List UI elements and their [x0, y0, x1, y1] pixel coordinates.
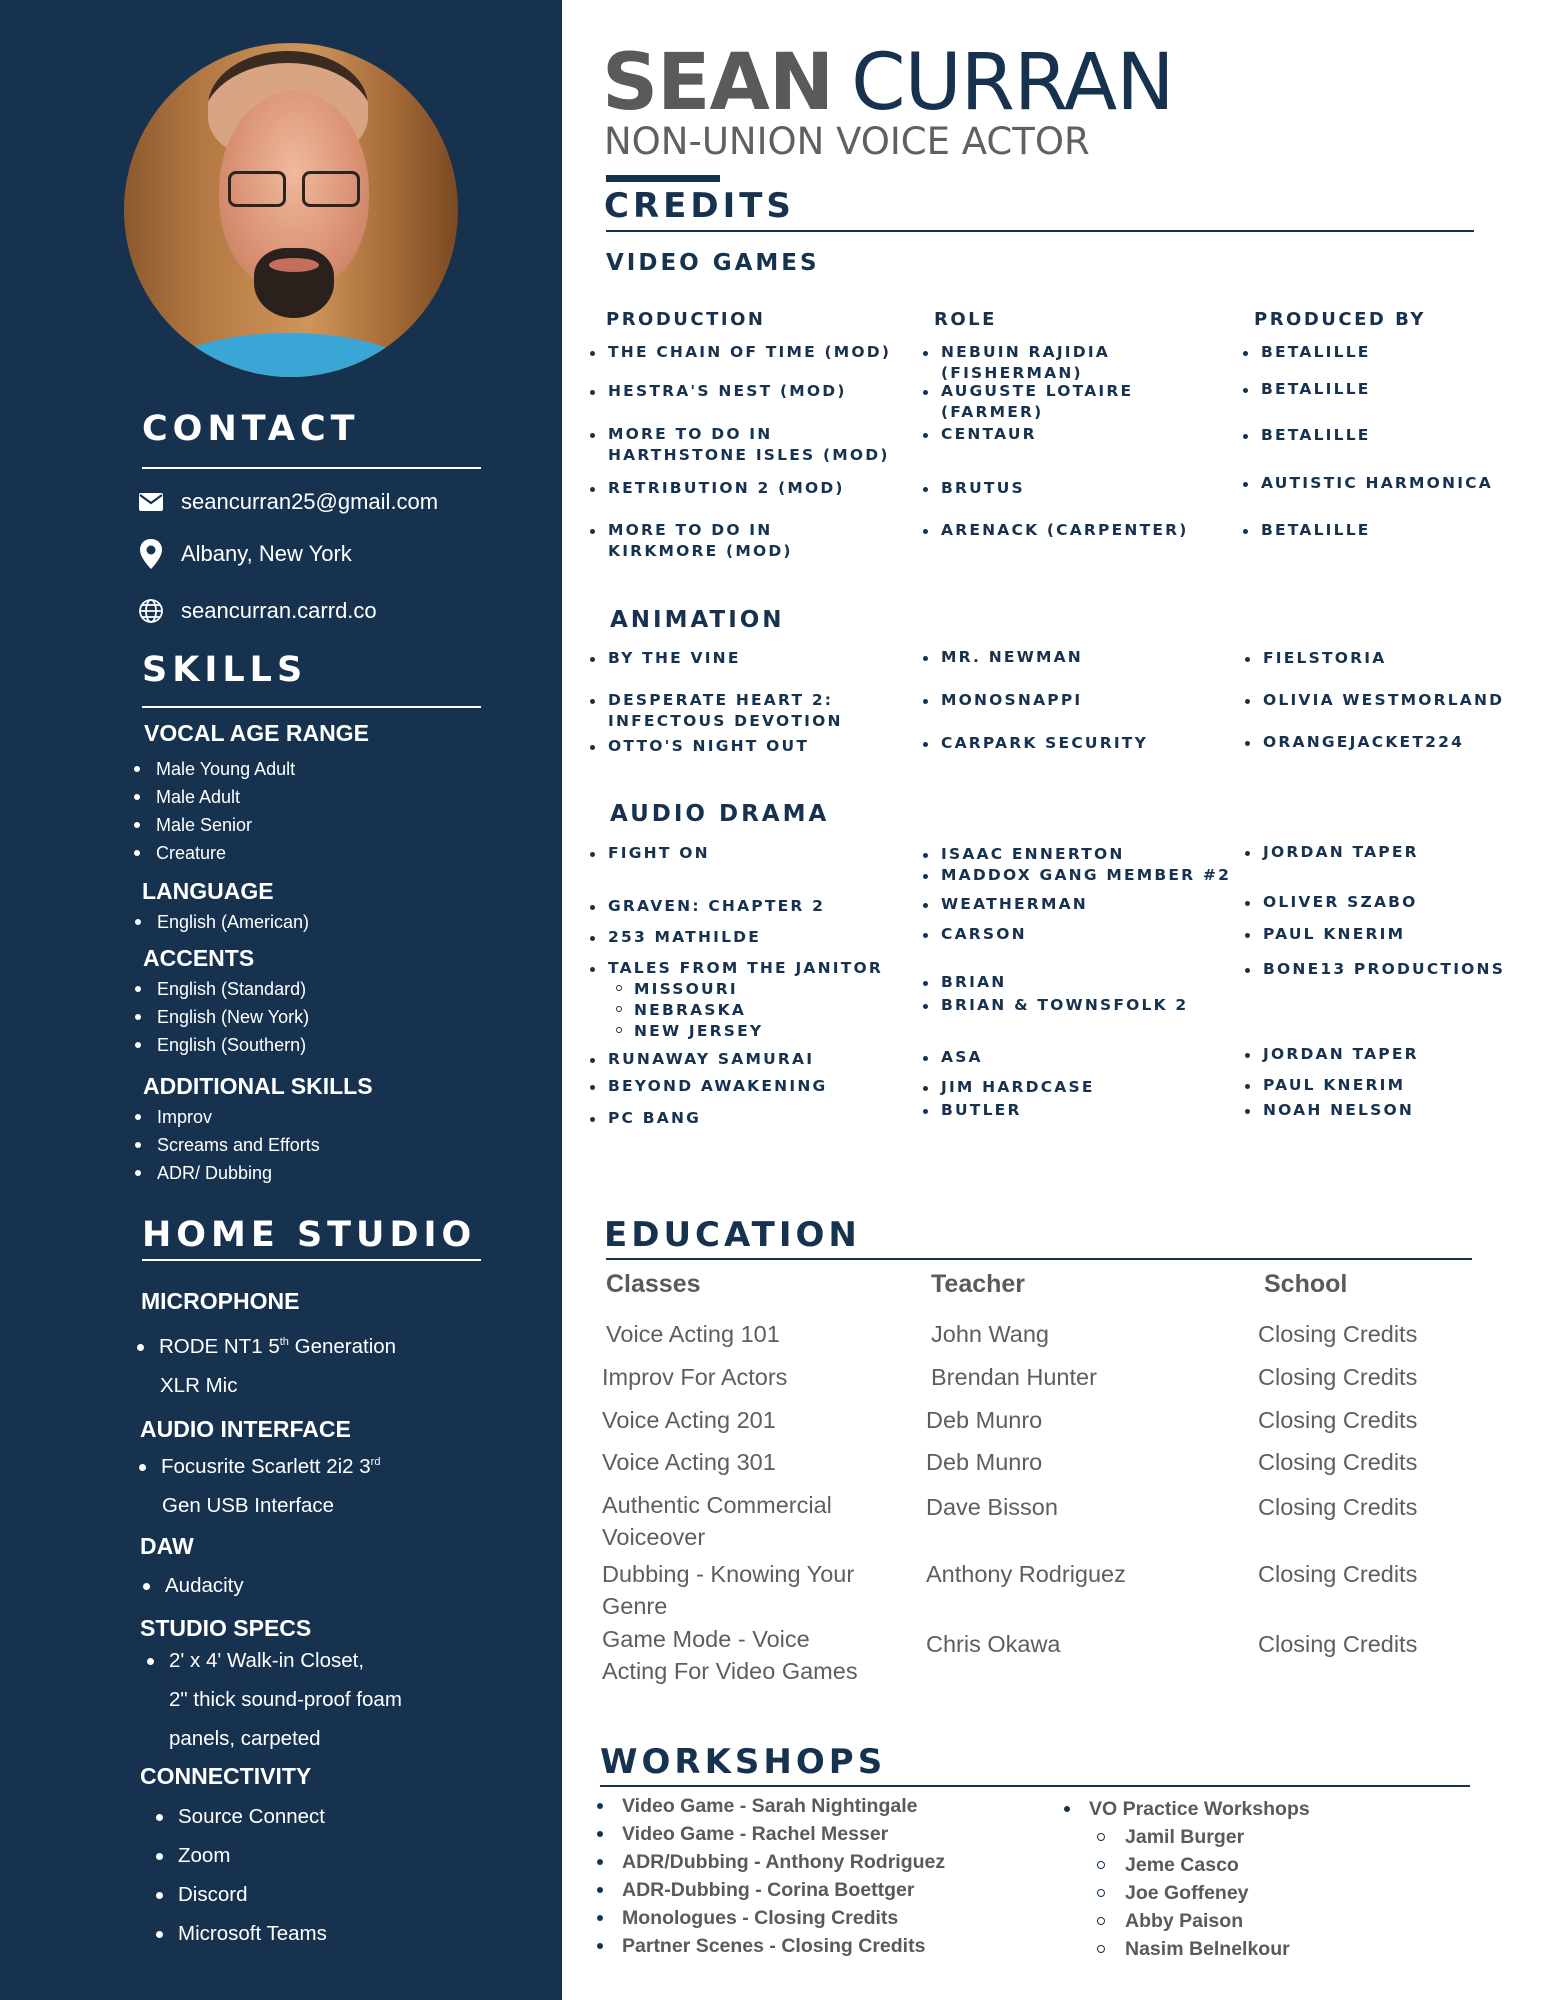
audio-interface-line2: Gen USB Interface [162, 1494, 335, 1517]
vg-production: HESTRA'S NEST (MOD) [590, 381, 900, 402]
workshops-heading: WORKSHOPS [600, 1742, 887, 1782]
microphone-title: MICROPHONE [141, 1288, 300, 1314]
ad-role: JIM HARDCASE [923, 1077, 1233, 1098]
photo-shirt [164, 333, 414, 377]
studio-specs-line3: panels, carpeted [169, 1727, 321, 1750]
list-item: Zoom [152, 1836, 327, 1875]
vg-role: AUGUSTE LOTAIRE (FARMER) [923, 381, 1233, 423]
ad-producer: BONE13 PRODUCTIONS [1245, 959, 1525, 980]
vg-production: RETRIBUTION 2 (MOD) [590, 478, 900, 499]
list-item: Video Game - Sarah Nightingale [594, 1792, 945, 1820]
audio-interface-sup: rd [370, 1456, 381, 1469]
column-header-role: ROLE [934, 309, 997, 330]
edu-school: Closing Credits [1258, 1494, 1418, 1520]
anim-role: MR. NEWMAN [923, 647, 1233, 668]
contact-divider [142, 467, 481, 469]
anim-role: CARPARK SECURITY [923, 733, 1233, 754]
microphone-list [133, 1327, 396, 1366]
list-item: Audacity [139, 1566, 244, 1605]
contact-email[interactable] [137, 488, 438, 516]
list-item: Partner Scenes - Closing Credits [594, 1932, 945, 1960]
list-item: English (Southern) [131, 1031, 309, 1059]
workshops-list-right [1061, 1795, 1310, 1963]
edu-teacher: Brendan Hunter [931, 1364, 1097, 1390]
microphone-sup: th [279, 1336, 289, 1349]
vocal-age-range-title: VOCAL AGE RANGE [144, 720, 369, 746]
microphone-text-end: Generation [288, 1335, 397, 1358]
email-text[interactable]: seancurran25@gmail.com [181, 489, 439, 514]
edu-school: Closing Credits [1258, 1407, 1418, 1433]
accents-list [131, 975, 309, 1059]
vg-role: ARENACK (CARPENTER) [923, 520, 1233, 541]
list-item: ADR/ Dubbing [131, 1159, 320, 1187]
audio-interface-text: Focusrite Scarlett 2i2 3 [161, 1455, 371, 1478]
ad-producer: JORDAN TAPER [1245, 1044, 1515, 1065]
ad-producer: PAUL KNERIM [1245, 1075, 1515, 1096]
vg-production: THE CHAIN OF TIME (MOD) [590, 342, 900, 363]
list-item: ADR/Dubbing - Anthony Rodriguez [594, 1848, 945, 1876]
list-item: Jamil Burger [1061, 1823, 1310, 1851]
ad-producer: PAUL KNERIM [1245, 924, 1515, 945]
vg-role: BRUTUS [923, 478, 1233, 499]
edu-teacher: Dave Bisson [926, 1494, 1058, 1520]
ad-production: FIGHT ON [590, 843, 900, 864]
edu-class: Voice Acting 301 [602, 1449, 776, 1475]
vocal-age-range-list [130, 755, 295, 867]
workshops-list-left [594, 1792, 945, 1960]
edu-class: Voice Acting 101 [606, 1321, 780, 1347]
anim-producer: OLIVIA WESTMORLAND [1245, 690, 1515, 711]
photo-glasses [228, 171, 360, 205]
column-header-classes: Classes [606, 1270, 701, 1298]
connectivity-list [152, 1797, 327, 1953]
list-item: Source Connect [152, 1797, 327, 1836]
credits-heading: CREDITS [604, 186, 795, 226]
list-item [135, 1447, 380, 1486]
vg-producer: BETALILLE [1243, 379, 1513, 400]
education-heading: EDUCATION [604, 1215, 861, 1255]
list-item [133, 1327, 396, 1366]
vg-producer: BETALILLE [1243, 342, 1513, 363]
vg-producer: BETALILLE [1243, 520, 1513, 541]
vg-producer: BETALILLE [1243, 425, 1513, 446]
list-item: Monologues - Closing Credits [594, 1904, 945, 1932]
list-item: Male Young Adult [130, 755, 295, 783]
language-list [131, 908, 309, 936]
skills-divider [142, 706, 481, 708]
vg-production: MORE TO DO IN KIRKMORE (MOD) [590, 520, 890, 562]
title-accent-bar [606, 175, 720, 182]
ad-producer: JORDAN TAPER [1245, 842, 1515, 863]
edu-school: Closing Credits [1258, 1321, 1418, 1347]
profile-photo [124, 43, 458, 377]
column-header-school: School [1264, 1270, 1348, 1298]
edu-teacher: Anthony Rodriguez [926, 1561, 1126, 1587]
edu-teacher: John Wang [931, 1321, 1050, 1347]
edu-class: Voice Acting 201 [602, 1407, 776, 1433]
anim-production: DESPERATE HEART 2: INFECTOUS DEVOTION [590, 690, 850, 732]
vg-production: MORE TO DO IN HARTHSTONE ISLES (MOD) [590, 424, 890, 466]
skills-heading: SKILLS [142, 650, 308, 690]
list-item: ADR-Dubbing - Corina Boettger [594, 1876, 945, 1904]
additional-skills-list [131, 1103, 320, 1187]
vg-role: NEBUIN RAJIDIA (FISHERMAN) [923, 342, 1253, 384]
home-studio-divider [142, 1259, 481, 1261]
ad-production: 253 MATHILDE [590, 927, 900, 948]
home-studio-heading: HOME STUDIO [142, 1215, 477, 1255]
anim-production: BY THE VINE [590, 648, 900, 669]
ad-sub-item: MISSOURI [608, 979, 900, 1000]
microphone-text: RODE NT1 5 [159, 1335, 280, 1358]
education-divider [606, 1258, 1472, 1260]
contact-heading: CONTACT [142, 409, 360, 449]
list-item: English (New York) [131, 1003, 309, 1031]
ad-role: CARSON [923, 924, 1233, 945]
anim-producer: FIELSTORIA [1245, 648, 1515, 669]
anim-role: MONOSNAPPI [923, 690, 1233, 711]
edu-school: Closing Credits [1258, 1631, 1418, 1657]
edu-teacher: Deb Munro [926, 1407, 1043, 1433]
column-header-teacher: Teacher [931, 1270, 1026, 1298]
main-content [562, 0, 1545, 2000]
list-item: Abby Paison [1061, 1907, 1310, 1935]
edu-class: Dubbing - Knowing Your Genre [602, 1561, 855, 1619]
list-item: Microsoft Teams [152, 1914, 327, 1953]
contact-website[interactable] [137, 597, 377, 625]
ad-production: BEYOND AWAKENING [590, 1076, 900, 1097]
globe-icon [137, 597, 165, 625]
ad-sub-item: NEBRASKA [608, 1000, 900, 1021]
list-item: Nasim Belnelkour [1061, 1935, 1310, 1963]
list-item: Screams and Efforts [131, 1131, 320, 1159]
ad-producer: NOAH NELSON [1245, 1100, 1515, 1121]
edu-school: Closing Credits [1258, 1561, 1418, 1587]
last-name: CURRAN [851, 38, 1174, 128]
ad-producer: OLIVER SZABO [1245, 892, 1515, 913]
list-item: Discord [152, 1875, 327, 1914]
studio-specs-line2: 2" thick sound-proof foam [169, 1688, 402, 1711]
website-text[interactable]: seancurran.carrd.co [181, 598, 377, 623]
daw-title: DAW [140, 1533, 194, 1559]
anim-producer: ORANGEJACKET224 [1245, 732, 1515, 753]
edu-teacher: Deb Munro [926, 1449, 1043, 1475]
ad-production: PC BANG [590, 1108, 900, 1129]
ad-role: WEATHERMAN [923, 894, 1233, 915]
list-item: English (American) [131, 908, 309, 936]
location-pin-icon [137, 540, 165, 568]
ad-sub-item: NEW JERSEY [608, 1021, 900, 1042]
list-item: Improv [131, 1103, 320, 1131]
ad-role: MADDOX GANG MEMBER #2 [923, 865, 1243, 886]
ad-role: ISAAC ENNERTON [923, 844, 1233, 865]
list-item: Jeme Casco [1061, 1851, 1310, 1879]
list-item: Video Game - Rachel Messer [594, 1820, 945, 1848]
edu-teacher: Chris Okawa [926, 1631, 1061, 1657]
edu-class: Improv For Actors [602, 1364, 788, 1390]
list-item: Male Senior [130, 811, 295, 839]
microphone-line2: XLR Mic [160, 1374, 238, 1397]
edu-school: Closing Credits [1258, 1364, 1418, 1390]
ad-production-title: TALES FROM THE JANITOR [608, 959, 884, 977]
audio-interface-title: AUDIO INTERFACE [140, 1416, 351, 1442]
language-title: LANGUAGE [142, 878, 274, 904]
daw-list [139, 1566, 244, 1605]
contact-location [137, 540, 352, 568]
ad-production: RUNAWAY SAMURAI [590, 1049, 900, 1070]
list-item: VO Practice Workshops [1061, 1795, 1310, 1823]
ad-role: ASA [923, 1047, 1233, 1068]
video-games-title: VIDEO GAMES [606, 250, 820, 276]
ad-production [590, 958, 900, 1042]
vg-producer: AUTISTIC HARMONICA [1243, 473, 1513, 494]
edu-class: Game Mode - Voice Acting For Video Games [602, 1626, 858, 1684]
first-name: SEAN [602, 38, 834, 128]
ad-role: BRIAN [923, 972, 1233, 993]
anim-production: OTTO'S NIGHT OUT [590, 736, 900, 757]
envelope-icon [137, 488, 165, 516]
edu-school: Closing Credits [1258, 1449, 1418, 1475]
studio-specs-list [143, 1641, 364, 1680]
page-title [602, 38, 1174, 128]
edu-class: Authentic Commercial Voiceover [602, 1492, 832, 1550]
list-item: 2' x 4' Walk-in Closet, [143, 1641, 364, 1680]
studio-specs-title: STUDIO SPECS [140, 1615, 312, 1641]
sidebar [0, 0, 562, 2000]
ad-production: GRAVEN: CHAPTER 2 [590, 896, 900, 917]
list-item: Creature [130, 839, 295, 867]
subtitle: NON-UNION VOICE ACTOR [604, 120, 1090, 163]
audio-drama-title: AUDIO DRAMA [610, 801, 830, 827]
column-header-production: PRODUCTION [606, 309, 766, 330]
list-item: English (Standard) [131, 975, 309, 1003]
list-item: Male Adult [130, 783, 295, 811]
credits-divider [606, 230, 1474, 232]
column-header-produced-by: PRODUCED BY [1254, 309, 1426, 330]
ad-role: BRIAN & TOWNSFOLK 2 [923, 995, 1233, 1016]
list-item: Joe Goffeney [1061, 1879, 1310, 1907]
connectivity-title: CONNECTIVITY [140, 1763, 312, 1789]
additional-skills-title: ADDITIONAL SKILLS [143, 1073, 373, 1099]
animation-title: ANIMATION [610, 607, 785, 633]
vg-role: CENTAUR [923, 424, 1233, 445]
ad-role: BUTLER [923, 1100, 1233, 1121]
location-text: Albany, New York [181, 541, 352, 566]
accents-title: ACCENTS [143, 945, 255, 971]
photo-mouth [269, 258, 319, 272]
audio-interface-list [135, 1447, 380, 1486]
workshops-divider [600, 1785, 1470, 1787]
